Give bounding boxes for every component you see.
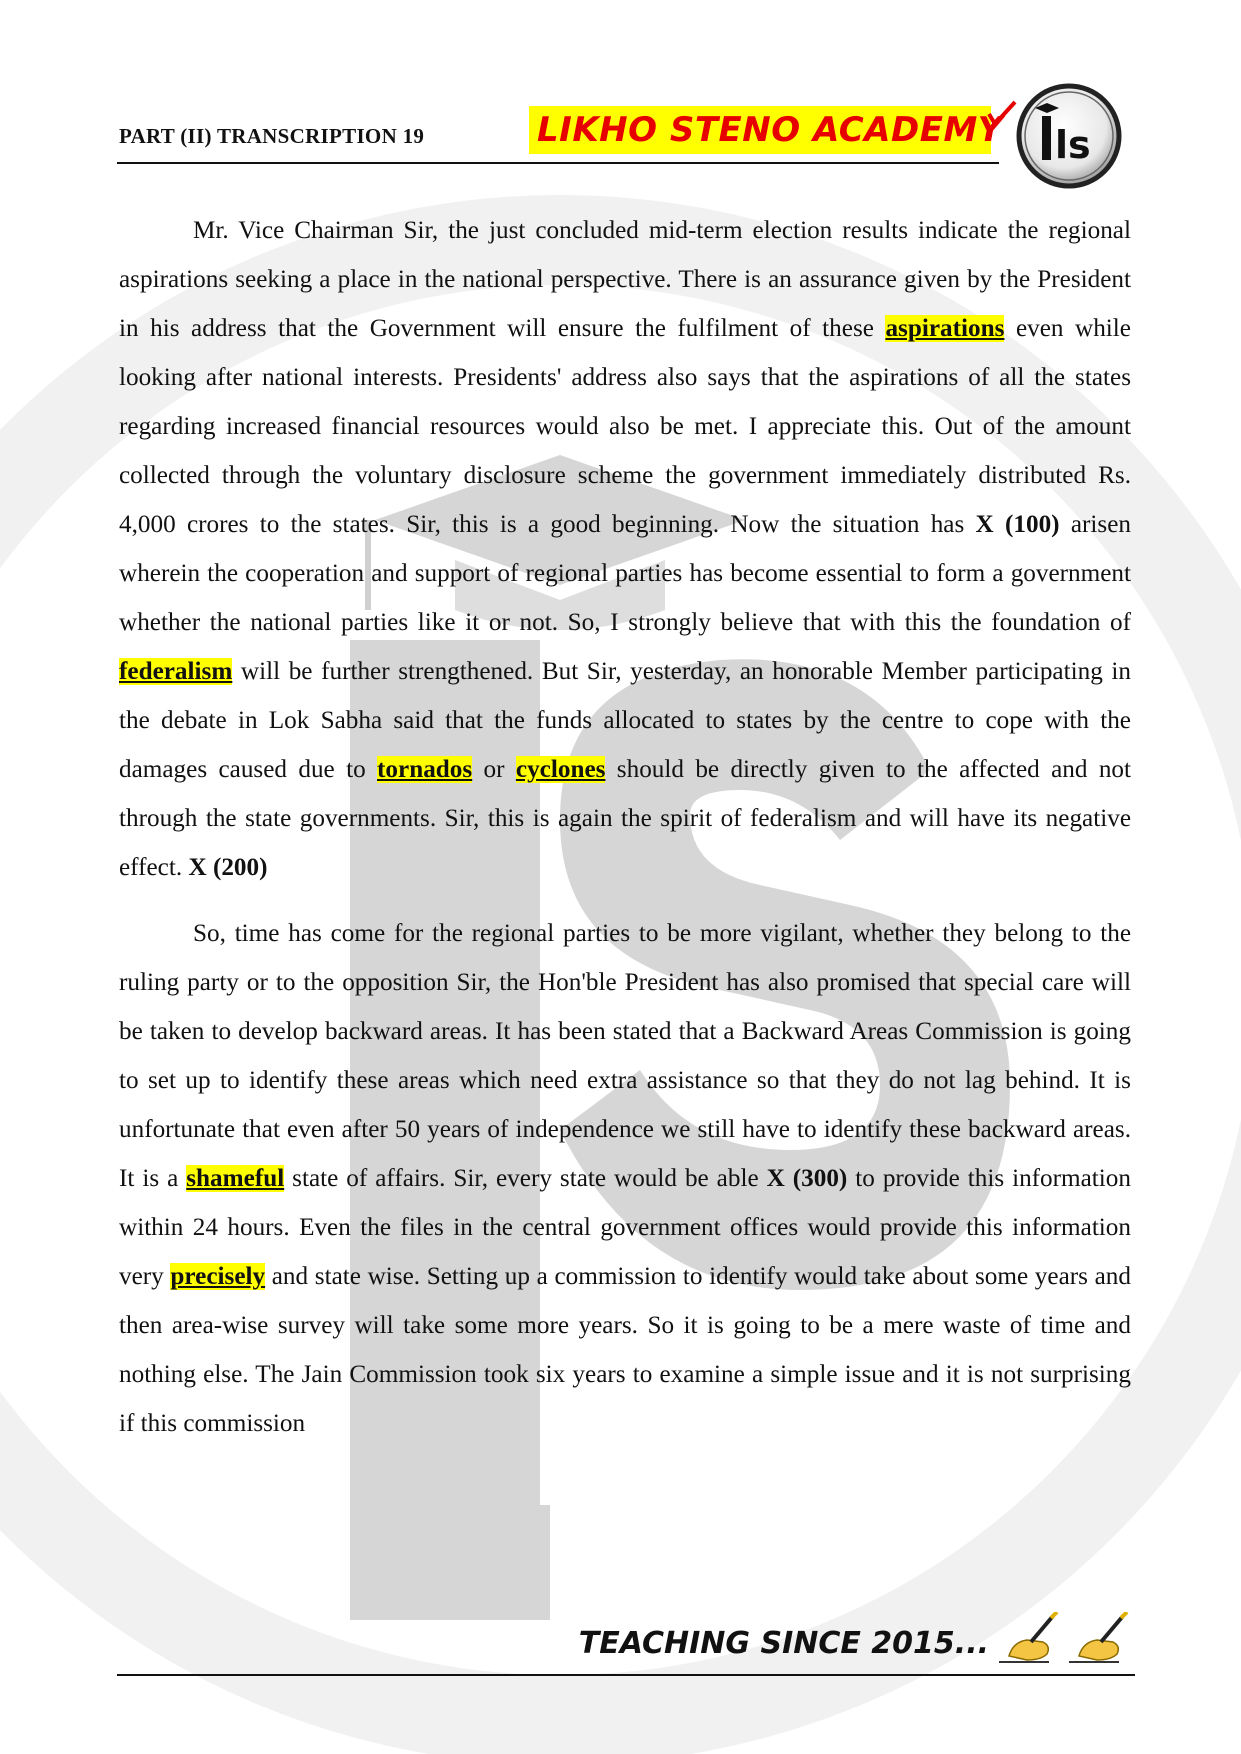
academy-name: LIKHO STENO ACADEMY [537,110,1003,150]
word-count-marker: X (100) [975,511,1060,538]
footer-tagline: TEACHING SINCE 2015... [578,1626,989,1661]
page-header [117,104,1003,164]
paragraph [119,909,1131,1448]
text-run: and state wise. Setting up a commission to identify would take about some years and then area-wise survey will take some more years. So it is going to be a mere waste of time and nothing else. The Jain Commission took six years to examine a simple issue and it is not surprising if this commission [119,1263,1131,1437]
highlighted-word: precisely [170,1263,266,1290]
highlighted-word: cyclones [515,756,606,783]
text-run: state of affairs. Sir, every state would be able [284,1165,767,1192]
word-count-marker: X (200) [188,854,268,881]
transcription-title: PART (II) TRANSCRIPTION 19 [119,124,425,148]
academy-logo-icon [1015,82,1123,190]
highlighted-word: tornados [377,756,473,783]
writing-hand-icon [991,1612,1131,1670]
text-run: to provide this information within 24 hours. Even the files in the central government offices would provide this information very [119,1165,1131,1290]
text-run: Mr. Vice Chairman Sir, the just concluded mid-term election results indicate the regional aspirations seeking a place in the national perspective. There is an assurance given by the President in his address that the Government will ensure the fulfilment of these [119,217,1131,342]
word-count-marker: X (300) [766,1165,848,1192]
text-run: So, time has come for the regional parties to be more vigilant, whether they belong to the ruling party or to the opposition Sir, the Hon'ble President has also promised that special care will be taken to develop backward areas. It has been stated that a Backward Areas Commission is going to set up to identify these areas which need extra assistance so that they do not lag behind. It is unfortunate that even after 50 years of independence we still have to identify these backward areas. It is a [119,920,1131,1192]
text-run: even while looking after national interests. Presidents' address also says that the aspirations of all the states regarding increased financial resources would also be met. I appreciate this. Out of the amount collected through the voluntary disclosure scheme the government immediately distributed Rs. 4,000 crores to the states. Sir, this is a good beginning. Now the situation has [119,315,1131,538]
text-run: or [472,756,516,783]
logo-monogram: ls [1055,123,1091,167]
checkmark-icon [985,100,1019,134]
text-run: arisen wherein the cooperation and support of regional parties has become essential to form a government whether the national parties like it or not. So, I strongly believe that with this the foundation of [119,511,1131,636]
paragraph [119,206,1131,892]
academy-brand-banner [529,106,1003,154]
highlighted-word: aspirations [885,315,1005,342]
text-run: will be further strengthened. But Sir, yesterday, an honorable Member participating in the debate in Lok Sabha said that the funds allocated to states by the centre to cope with the damages caused due to [119,658,1131,783]
page-footer [117,1606,1135,1676]
text-run: should be directly given to the affected and not through the state governments. Sir, this is again the spirit of federalism and will have its negative effect. [119,756,1132,881]
transcription-body [119,206,1131,1448]
highlighted-word: shameful [186,1165,285,1192]
highlighted-word: federalism [119,658,233,685]
